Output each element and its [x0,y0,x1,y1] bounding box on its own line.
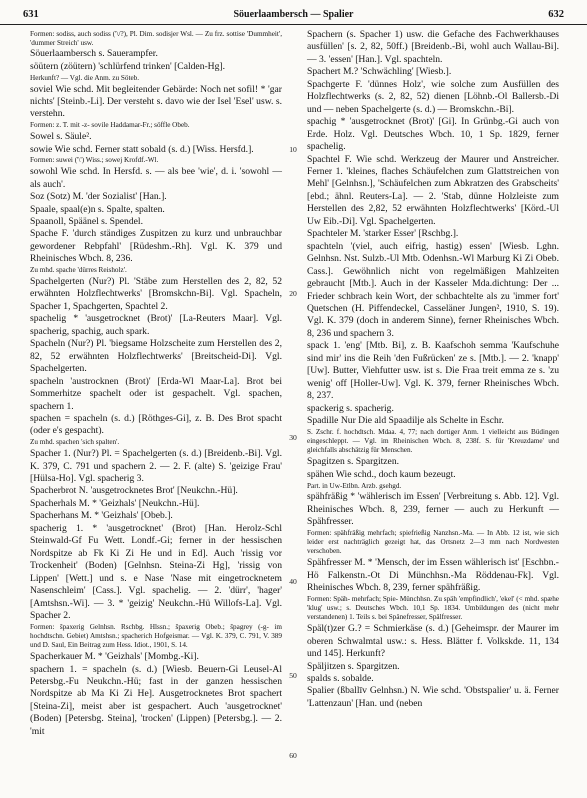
dictionary-entry: Spaanoll, Späänel s. Spendel. [30,216,143,227]
left-column [30,29,282,738]
line-number: 10 [289,145,297,154]
line-number: 40 [289,577,297,586]
dictionary-entry: Spachteler M. 'starker Esser' [Rschbg.]. [307,228,459,240]
dictionary-entry: Spalier (ßballīv Gelnhsn.) N. Wie schd. 'Obstspalier' u. ä. Ferner 'Lattenzaun' [Han. und (neben [307,685,559,709]
dictionary-entry: sowie Wie schd. Ferner statt sobald (s. d.) [Wiss. Hersfd.]. [30,143,254,155]
dictionary-entry: spähen Wie schd., doch kaum bezeugt. [307,468,456,480]
dictionary-entry: Spachtel F. Wie schd. Werkzeug der Maurer und Anstreicher. Ferner 1. 'kleines, flaches Schäufelchen zum Glattstreichen von Mehl' [Gelnhsn.], 'Schäufelchen zum Abkratzen des Grabscheits' [ebd.; ähnl. Reuters-La]. — 2. 'Stab, dünne Holzleiste zum Herstellen des 2,82, 52 erwähnten Holzflechtwerks' [Körd.-Ul Uw Eib.-Di]. Vgl. Spachelgerten. [307,153,559,227]
entry-note: Formen: sodiss, auch sodiss ('\/?), Pl. Dim. sodisjer Wsl. — Zu frz. sottise 'Dummheit', 'dummer Streich' usw. [30,29,282,47]
dictionary-entry: söütern (zöütern) 'schlürfend trinken' [Calden-Hg]. [30,60,225,72]
entry-note: Part. in Uw-Etlbn. Arzb. gsehgd. [307,481,402,490]
right-column [307,29,559,710]
dictionary-entry: spachern 1. = spacheln (s. d.) [Wiesb. Beuern-Gi Leusel-Al Petersbg.-Fu Neukchn.-Hü; fast in der ganzen hessischen Nordspitze ab Ma Ki Zi He]. Ausgetrocknetes Brot spachert [Steina-Zi], meist aber ist gespachert. Auch 'ausgetrocknet' (Boden) [Petersbg. Steina], 'trocken' (Lippen) [Petersbg.]. — 2. 'mit [30,663,282,737]
dictionary-entry: Spachern (s. Spacher 1) usw. die Gefache des Fachwerkhauses ausfüllen' [s. 2, 82, 50ff.) [Breidenb.-Bi, wohl auch Wallau-Bi]. — 3. 'essen' [Han.]. Vgl. spachteln. [307,29,559,65]
dictionary-entry: spachen = spacheln (s. d.) [Röthges-Gi], z. B. Des Brot spacht (oder e's gespacht). [30,413,282,437]
entry-note: Zu mhd. spache 'dürres Reisholz'. [30,266,127,275]
entry-note: Formen: suwei ('\') Wiss.; sowej Krofdf.-Wl. [30,156,159,165]
page-number-right: 632 [548,9,564,20]
dictionary-entry: Späljitzen s. Spargitzen. [307,660,400,672]
entry-note: Formen: z. T. mit -z- sovile Haddamar-Fr.; söffle Obeb. [30,121,190,130]
dictionary-entry: spalds s. sobalde. [307,672,374,684]
dictionary-entry: Spähfresser M. * 'Mensch, der im Essen wählerisch ist' [Eschbn.-Hö Falkenstn.-Ot Di Münchhsn.-Ma Röddenau-Fk]. Vgl. Rheinisches Wbch. 8, 239, ferner spähfräßig. [307,557,559,594]
dictionary-entry: soviel Wie schd. Mit begleitender Gebärde: Noch net sofil! * 'gar nichts' [Steinb.-Li]. Der versteht s. davo wie der Isel 'Esel' usw. s. verstehn. [30,83,282,120]
running-title: Söuerlaambersch — Spalier [233,9,354,20]
dictionary-entry: Spacherbrot N. 'ausgetrocknetes Brot' [Neukchn.-Hü]. [30,485,238,497]
dictionary-entry: Spache F. 'durch ständiges Zuspitzen zu kurz und unbrauchbar gewordener Rebpfahl' [Rüdeshm.-Rh]. Vgl. K. 379 und Rheinisches Wbch. 8, 236. [30,228,282,265]
entry-note: Formen: spähfräßig mehrfach; spiefrießig Nanzhsn.-Ma. — In Abb. 12 ist, wie sich leider erst nachträglich gezeigt hat, das Ortsnetz 2—3 mm nach Nordwesten verschoben. [307,529,559,556]
dictionary-entry: spähfräßig * 'wählerisch im Essen' [Verbreitung s. Abb. 12]. Vgl. Rheinisches Wbch. 8, 239, ferner — auch zu Herkunft — Spähfresser. [307,491,559,528]
dictionary-entry: spack 1. 'eng' [Mtb. Bi], z. B. Kaafschoh semma 'Kaufschuhe sind mir' ins die Reih 'den Fußrücken' ze s. [Mtb.]. — 2. 'knapp' [Uw]. Butter, Viehfutter usw. ist s. Die Fraa treit emma ze s. 'zu wenig' off [Holler-Uw]. Vgl. K. 379, ferner Rheinisches Wbch. 8, 237. [307,340,559,402]
dictionary-entry: Spacherkauer M. * 'Geizhals' [Mombg.-Ki]. [30,651,199,663]
line-number: 20 [289,289,297,298]
entry-note: Zu mhd. spachen 'sich spalten'. [30,438,120,447]
dictionary-entry: spacherig 1. * 'ausgetrocknet' (Brot) [Han. Herolz-Schl Steinwald-Gf Fu Wett. Londf.-Gi; ferner in der hessischen Nordspitze ab Fk Ki Zi He und in Ed]. Auch 'rissig vor Trockenheit' (Boden) [Gelnhsn. Steina-Zi Hg], 'rissig von Lippen' [Wett.] und s. e Nase 'Nase mit eingetrocknetem Nasenschleim' [Cass.]. Vgl. spachelig. — 2. 'dürr', 'hager' [Amtshsn.-Wi]. — 3. * 'geizig' Neukchn.-Hü Willofs-La]. Vgl. Spacher 2. [30,522,282,621]
dictionary-entry: spachteln '(viel, auch eifrig, hastig) essen' [Wiesb. Lghn. Gelnhsn. Nst. Sulzb.-Ul Mtb. Odenhsn.-Wl Marburg Ki Zi Obeb. Cass.]. Gewöhnlich nicht von regelmäßigen Mahlzeiten gebraucht [Mtb.]. Auch in der Kasseler Mda.dichtung: Der ... Frieder schbrach kein Wort, der schbachtelte als zu 'immer fort' Quetschen (H. Piffendeckel, Casseläner Jungen², 1910, S. 19). Vgl. K. 379 (doch in anderem Sinne), ferner Rheinisches Wbch. 8, 236 und spachern 3. [307,240,559,339]
dictionary-entry: spachelig * 'ausgetrocknet (Brot)' [La-Reuters Maar]. Vgl. spacherig, spachig, auch spark. [30,313,282,337]
line-number: 30 [289,433,297,442]
page-number-left: 631 [23,9,39,20]
dictionary-entry: Spacher 1. (Nur?) Pl. = Spachelgerten (s. d.) [Breidenb.-Bi]. Vgl. K. 379, C. 791 und spachern 2. — 2. F. (alte) S. 'geizige Frau' [Hülsa-Ho]. Vgl. spacherig 3. [30,448,282,485]
dictionary-entry: Spaale, spaal(e)n s. Spalte, spalten. [30,203,165,215]
dictionary-entry: Spacherhans M. * 'Geizhals' [Obeb.]. [30,510,173,522]
entry-note: Formen: Späh- mehrfach; Spie- Münchhsn. Zu späh 'empfindlich', 'ekel' (< mhd. spæhe 'klug' usw.; s. Deutsches Wbch. 10,1 Sp. 1834. Umbildungen des (nicht mehr verstandenen) 1. Teils s. bei Spänefresser, Spälfresser. [307,595,559,622]
dictionary-entry: sowohl Wie schd. In Hersfd. s. — als bee 'wie', d. i. 'sowohl — als auch'. [30,166,282,190]
dictionary-entry: Soz (Sotz) M. 'der Sozialist' [Han.]. [30,191,167,203]
dictionary-entry: spackerig s. spacherig. [307,402,394,414]
dictionary-entry: Spachelgerten (Nur?) Pl. 'Stäbe zum Herstellen des 2, 82, 52 erwähnten Holzflechtwerks' [Bromskchn-Bi]. Vgl. Spacheln, Spacher 1, Spachgerten, Spachtel 2. [30,276,282,312]
dictionary-entry: Spagitzen s. Spargitzen. [307,456,400,468]
dictionary-entry: Spachert M.? 'Schwächling' [Wiesb.]. [307,66,452,78]
dictionary-entry: Spacherhals M. * 'Geizhals' [Neukchn.-Hü]. [30,497,200,509]
entry-note: Formen: špaxerig Gelnhsn. Rschbg. Hlssn.; špaxerig Obeb.; špagrey (-g- im hochdtschn. Gebiet) Amtshsn.; spacherich Hofgeismar. — Vgl. K. 379, C. 791, V. 389 und D. Saul, Ein Beitrag zum Hess. Idiot., 1901, S. 14. [30,622,282,650]
page-header [0,0,587,25]
dictionary-entry: Spacheln (Nur?) Pl. 'biegsame Holzscheite zum Herstellen des 2, 82, 52 erwähnten Holzflechtwerks' [Breitscheid-Di]. Vgl. Spachelgerten. [30,338,282,375]
dictionary-entry: Späl(t)zer G.? = Schmierkäse (s. d.) [Geheimspr. der Maurer im oberen Schwalmtal usw.: s. Hess. Blätter f. Volkskde. 11, 134 und 145]. Herkunft? [307,623,559,660]
line-number: 50 [289,671,297,680]
dictionary-entry: spachig * 'ausgetrocknet (Brot)' [Gi]. In Grünbg.-Gi auch von Erde. Holz. Vgl. Deutsches Wbch. 10, 1 Sp. 1829, ferner spachelig. [307,116,559,153]
dictionary-entry: spacheln 'austrocknen (Brot)' [Erda-Wl Maar-La]. Brot bei Sommerhitze spachelt oder ist gespachelt. Vgl. spachen, spachern 1. [30,375,282,412]
dictionary-entry: Spadille Nur Die ald Spaadilje als Schelte in Eschr. [307,415,504,427]
entry-note: S. Zschr. f. hochdtsch. Mdaa. 4, 77; nach dortiger Anm. 1 vielleicht aus Büdingen eingeschleppt. — Vgl. im Rheinischen Wbch. 8, 238f. S. für 'Kreuzdame' und gleichfalls abschätzig für Menschen. [307,428,559,455]
dictionary-entry: Spachgerte F. 'dünnes Holz', wie solche zum Ausfüllen des Holzflechtwerks (s. 2, 82, 52) dienen [Löhnb.-Ol Ballersb.-Di und — neben Spachelgerte (s. d.) — Bromskchn.-Bi]. [307,78,559,115]
line-number: 60 [289,751,297,760]
entry-note: Herkunft? — Vgl. die Anm. zu Söteb. [30,73,140,82]
dictionary-entry: Sowel s. Säule². [30,131,92,143]
dictionary-entry: Söuerlaambersch s. Sauerampfer. [30,48,158,60]
